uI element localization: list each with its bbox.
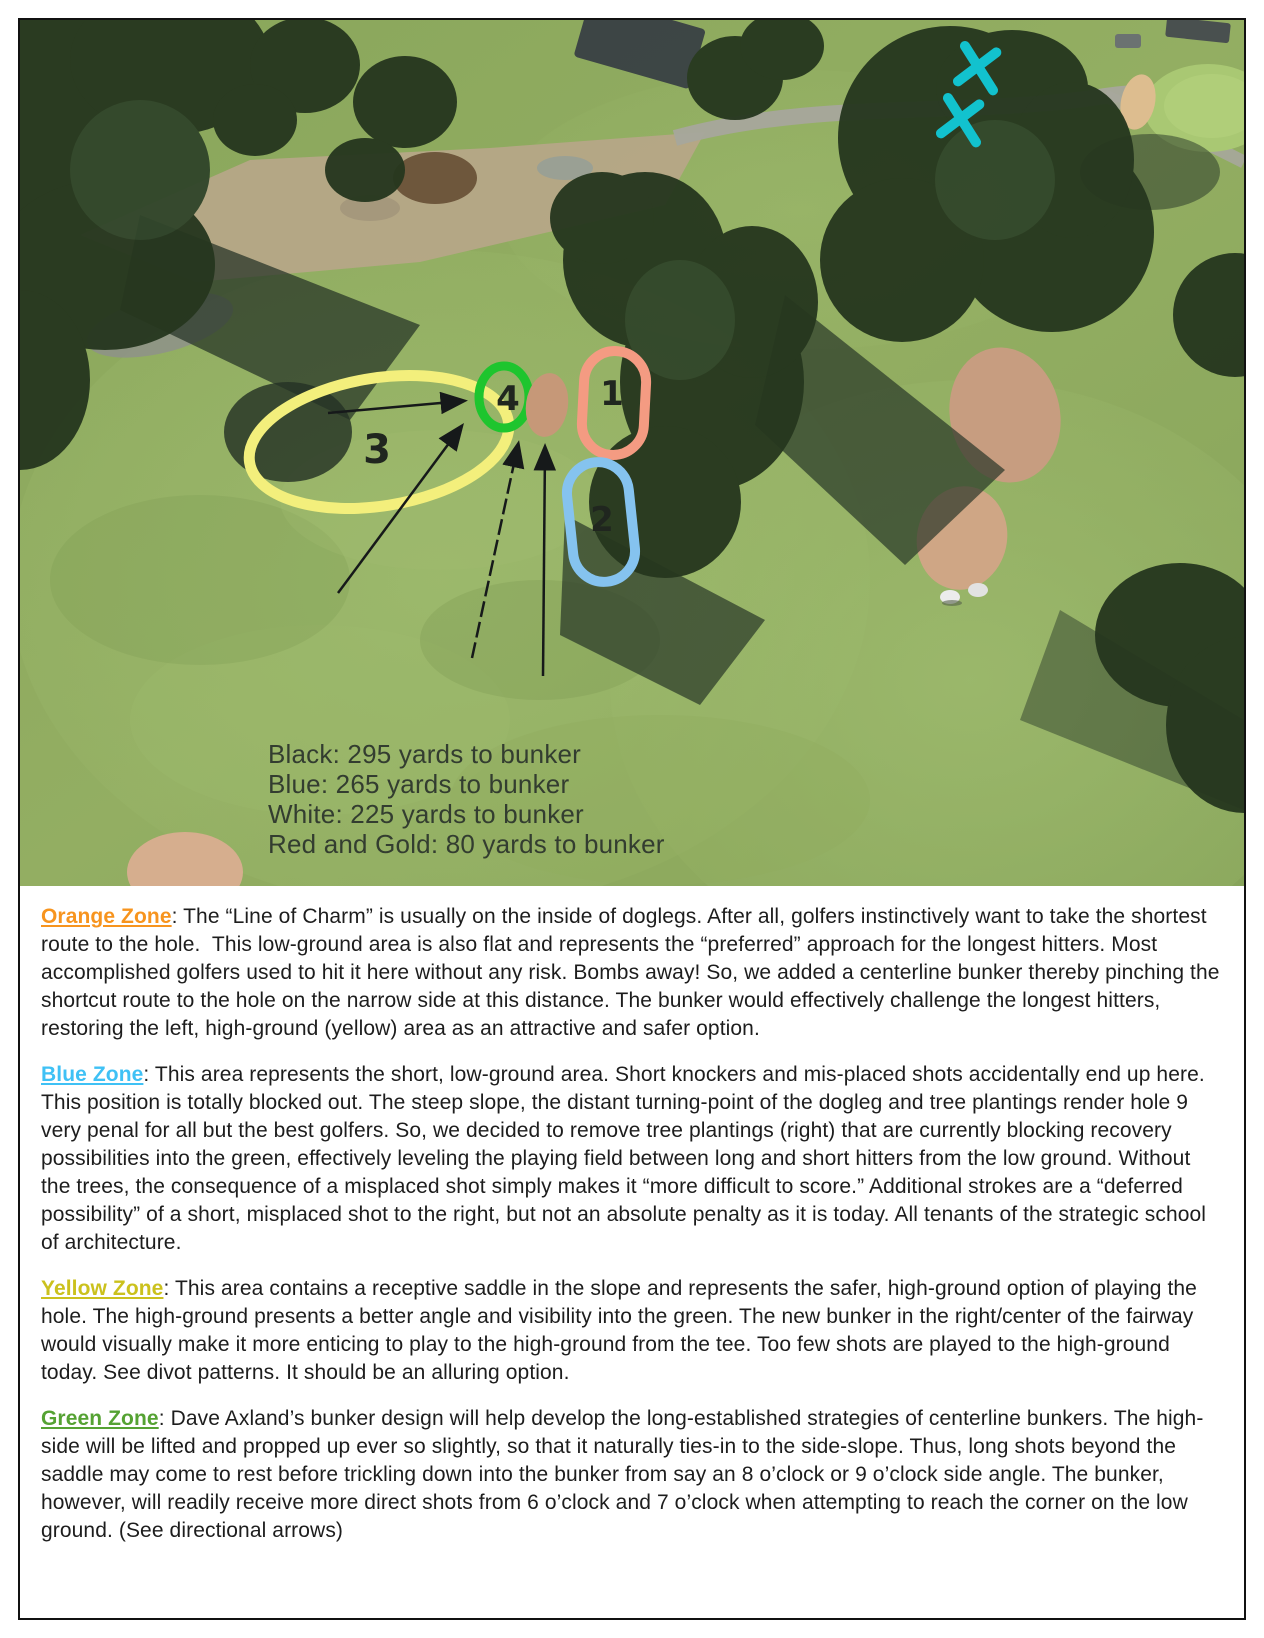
- page-frame: [18, 18, 1246, 1620]
- blue-zone-heading: Blue Zone: [41, 1063, 144, 1086]
- zone-number-2: 2: [590, 500, 614, 540]
- green-zone-paragraph: [41, 1405, 1224, 1545]
- blue-zone-body: This area represents the short, low-ground area. Short knockers and mis-placed shots accidentally end up here. This position is totally blocked out. The steep slope, the distant turning-point of the dogleg and tree plantings render hole 9 very penal for all but the best golfers. So, we decided to remove tree plantings (right) that are currently blocking recovery possibilities into the green, effectively leveling the playing field between long and short hitters from the low ground. Without the trees, the consequence of a misplaced shot simply makes it “more difficult to score.” Additional strokes are a “deferred possibility” of a short, misplaced shot to the right, but not an absolute penalty as it is today. All tenants of the strategic school of architecture.: [41, 1063, 1212, 1254]
- separator: :: [158, 1407, 171, 1430]
- orange-zone-paragraph: [41, 903, 1224, 1043]
- zone-number-1: 1: [600, 374, 624, 414]
- yellow-zone-body: This area contains a receptive saddle in the slope and represents the safer, high-ground option of playing the hole. The high-ground presents a better angle and visibility into the green. The new bunker in the right/center of the fairway would visually make it more enticing to play to the high-ground from the tee. Too few shots are played to the high-ground today. See divot patterns. It should be an alluring option.: [41, 1277, 1203, 1384]
- separator: :: [163, 1277, 175, 1300]
- yardage-line: Red and Gold: 80 yards to bunker: [268, 829, 665, 859]
- yardage-note: [268, 739, 665, 859]
- separator: :: [143, 1063, 155, 1086]
- yardage-line: Black: 295 yards to bunker: [268, 739, 582, 769]
- green-zone-heading: Green Zone: [41, 1407, 159, 1430]
- aerial-photo: [20, 20, 1244, 886]
- orange-zone-body: The “Line of Charm” is usually on the inside of doglegs. After all, golfers instinctively want to take the shortest route to the hole. This low-ground area is also flat and represents the “preferred” approach for the longest hitters. Most accomplished golfers used to hit it here without any risk. Bombs away! So, we added a centerline bunker thereby pinching the shortcut route to the hole on the narrow side at this distance. The bunker would effectively challenge the longest hitters, restoring the left, high-ground (yellow) area as an attractive and safer option.: [41, 905, 1226, 1040]
- zone-number-3: 3: [363, 427, 391, 473]
- yellow-zone-paragraph: [41, 1275, 1224, 1387]
- yardage-line: White: 225 yards to bunker: [268, 799, 584, 829]
- zone-number-4: 4: [496, 379, 520, 419]
- green-zone-body: Dave Axland’s bunker design will help develop the long-established strategies of centerline bunkers. The high-side will be lifted and propped up ever so slightly, so that it naturally ties-in to the side-slope. Thus, long shots beyond the saddle may come to rest before trickling down into the bunker from say an 8 o’clock or 9 o’clock side angle. The bunker, however, will readily receive more direct shots from 6 o’clock and 7 o’clock when attempting to reach the corner on the low ground. (See directional arrows): [41, 1407, 1204, 1542]
- yardage-line: Blue: 265 yards to bunker: [268, 769, 570, 799]
- separator: :: [171, 905, 184, 928]
- blue-zone-paragraph: [41, 1061, 1224, 1257]
- orange-zone-heading: Orange Zone: [41, 905, 172, 928]
- zone-descriptions: [20, 886, 1244, 1545]
- yellow-zone-heading: Yellow Zone: [41, 1277, 164, 1300]
